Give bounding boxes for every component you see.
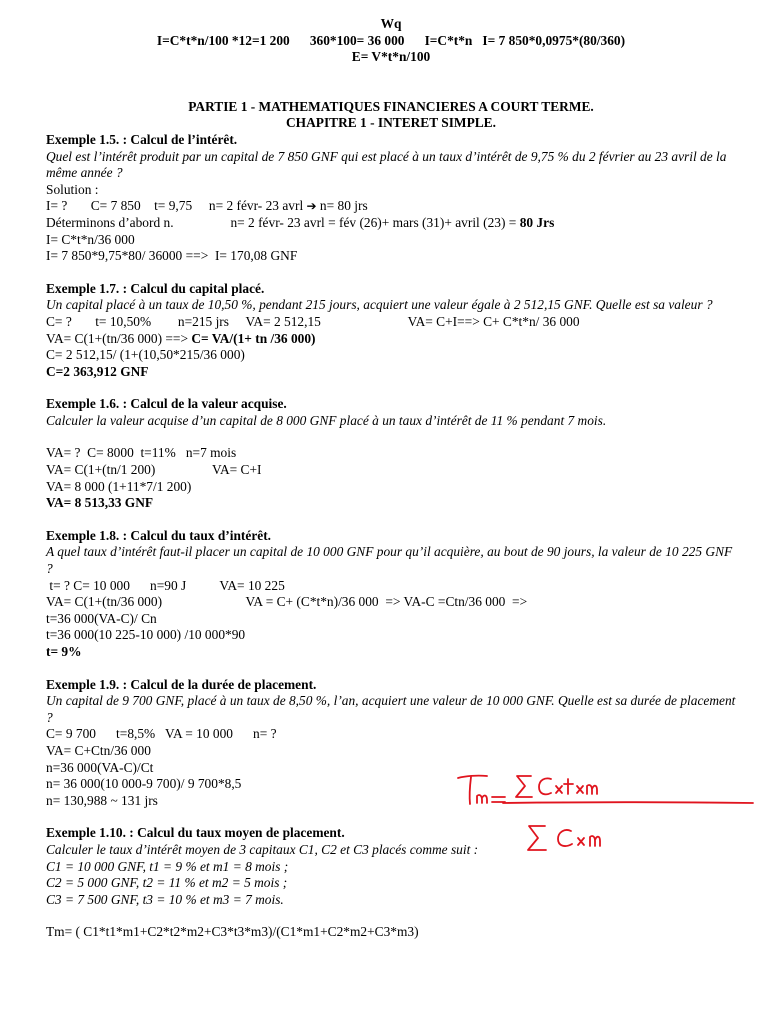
solution-line: VA= C(1+(tn/1 200) VA= C+I: [46, 462, 262, 478]
hw-stroke: [558, 830, 572, 846]
example-title: Exemple 1.6. : Calcul de la valeur acquise.: [46, 396, 287, 412]
solution-line: I= C*t*n/36 000: [46, 231, 135, 247]
solution-line: t=36 000(10 225-10 000) /10 000*90: [46, 627, 246, 643]
solution-result: C= VA/(1+ tn /36 000): [191, 330, 316, 346]
solution-line: I= 7 850*9,75*80/ 36000 ==> I= 170,08 GNF: [46, 248, 298, 264]
solution-line: VA= C(1+(tn/36 000) VA = C+ (C*t*n)/36 000 => VA-C =Ctn/36 000 =>: [46, 594, 528, 610]
hw-stroke: [458, 776, 487, 778]
hw-stroke: [578, 838, 584, 845]
hw-stroke: [539, 778, 551, 794]
solution-line: [46, 198, 736, 215]
solution-line: n= 130,988 ~ 131 jrs: [46, 792, 158, 808]
example-title: Exemple 1.8. : Calcul du taux d’intérêt.: [46, 527, 272, 543]
solution-line: [46, 331, 736, 348]
solution-text: Déterminons d’abord n. n= 2 févr- 23 avrl = fév (26)+ mars (31)+ avril (23) =: [46, 214, 520, 230]
example-question: Un capital de 9 700 GNF, placé à un taux de 8,50 %, l’an, acquiert une valeur de 10 000 GNF. Quelle est sa durée de placement ?: [46, 693, 736, 725]
average-rate-formula: Tm= ( C1*t1*m1+C2*t2*m2+C3*t3*m3)/(C1*m1+C2*m2+C3*m3): [46, 924, 419, 940]
solution-label: Solution :: [46, 181, 99, 197]
hw-stroke: [590, 836, 600, 846]
solution-text: I= ? C= 7 850 t= 9,75 n= 2 févr- 23 avrl: [46, 198, 307, 214]
solution-line: t=36 000(VA-C)/ Cn: [46, 610, 157, 626]
example-title: Exemple 1.9. : Calcul de la durée de placement.: [46, 676, 317, 692]
example-question: A quel taux d’intérêt faut-il placer un capital de 10 000 GNF pour qu’il acquière, au bout de 90 jours, la valeur de 10 225 GNF ?: [46, 544, 733, 577]
right-arrow-icon: ➔: [306, 199, 317, 214]
solution-line: VA= ? C= 8000 t=11% n=7 mois: [46, 445, 237, 461]
solution-result: 80 Jrs: [519, 214, 555, 230]
example-question: Un capital placé à un taux de 10,50 %, pendant 215 jours, acquiert une valeur égale à 2 512,15 GNF. Quelle est sa valeur ?: [46, 297, 713, 313]
solution-line: C= ? t= 10,50% n=215 jrs VA= 2 512,15 VA= C+I==> C+ C*t*n/ 36 000: [46, 313, 580, 329]
solution-text: n= 80 jrs: [316, 198, 368, 214]
hw-stroke: [503, 802, 753, 803]
solution-line: n=36 000(VA-C)/Ct: [46, 759, 154, 775]
solution-result: t= 9%: [46, 644, 82, 659]
hw-stroke: [492, 797, 505, 802]
hw-stroke: [587, 785, 597, 794]
solution-line: [46, 215, 736, 232]
hw-stroke: [528, 826, 546, 850]
solution-result: VA= 8 513,33 GNF: [46, 495, 154, 511]
solution-result: C=2 363,912 GNF: [46, 363, 149, 379]
example-question: Quel est l’intérêt produit par un capital de 7 850 GNF qui est placé à un taux d’intérêt de 9,75 % du 2 février au 23 avril de la même année ?: [46, 148, 727, 181]
solution-line: C= 2 512,15/ (1+(10,50*215/36 000): [46, 347, 245, 363]
hw-stroke: [470, 777, 471, 804]
example-title: Exemple 1.5. : Calcul de l’intérêt.: [46, 131, 238, 147]
header-formulas: I=C*t*n/100 *12=1 200 360*100= 36 000 I=C*t*n I= 7 850*0,0975*(80/360): [156, 32, 626, 48]
header-title: Wq: [380, 16, 402, 31]
example-1-7: [46, 281, 736, 381]
example-1-5: [46, 132, 736, 265]
part-title: PARTIE 1 - MATHEMATIQUES FINANCIERES A COURT TERME.: [188, 98, 594, 114]
solution-text: VA= C(1+(tn/36 000) ==>: [46, 330, 192, 346]
chapter-title: CHAPITRE 1 - INTERET SIMPLE.: [286, 115, 496, 131]
example-question: C2 = 5 000 GNF, t2 = 11 % et m2 = 5 mois ;: [46, 875, 288, 891]
example-title: Exemple 1.10. : Calcul du taux moyen de placement.: [46, 825, 345, 841]
example-question: Calculer le taux d’intérêt moyen de 3 capitaux C1, C2 et C3 placés comme suit :: [46, 841, 479, 857]
solution-line: t= ? C= 10 000 n=90 J VA= 10 225: [46, 577, 285, 593]
handwritten-formula-drawing: [455, 770, 760, 865]
example-question: Calculer la valeur acquise d’un capital de 8 000 GNF placé à un taux d’intérêt de 11 % pendant 7 mois.: [46, 412, 607, 428]
example-question: C1 = 10 000 GNF, t1 = 9 % et m1 = 8 mois ;: [46, 858, 289, 874]
handwritten-formula: [455, 770, 760, 865]
example-question: C3 = 7 500 GNF, t3 = 10 % et m3 = 7 mois.: [46, 891, 284, 907]
hw-stroke: [564, 779, 573, 794]
example-title: Exemple 1.7. : Calcul du capital placé.: [46, 280, 265, 296]
example-1-8: [46, 528, 736, 661]
example-1-6: [46, 396, 736, 512]
solution-line: VA= 8 000 (1+11*7/1 200): [46, 478, 192, 494]
hw-stroke: [556, 786, 562, 793]
header-formula-e: E= V*t*n/100: [351, 49, 431, 65]
solution-line: n= 36 000(10 000-9 700)/ 9 700*8,5: [46, 776, 242, 792]
hw-stroke: [477, 795, 487, 803]
hw-stroke: [516, 776, 532, 797]
solution-line: C= 9 700 t=8,5% VA = 10 000 n= ?: [46, 726, 277, 742]
hw-stroke: [577, 786, 583, 793]
solution-line: VA= C+Ctn/36 000: [46, 742, 151, 758]
